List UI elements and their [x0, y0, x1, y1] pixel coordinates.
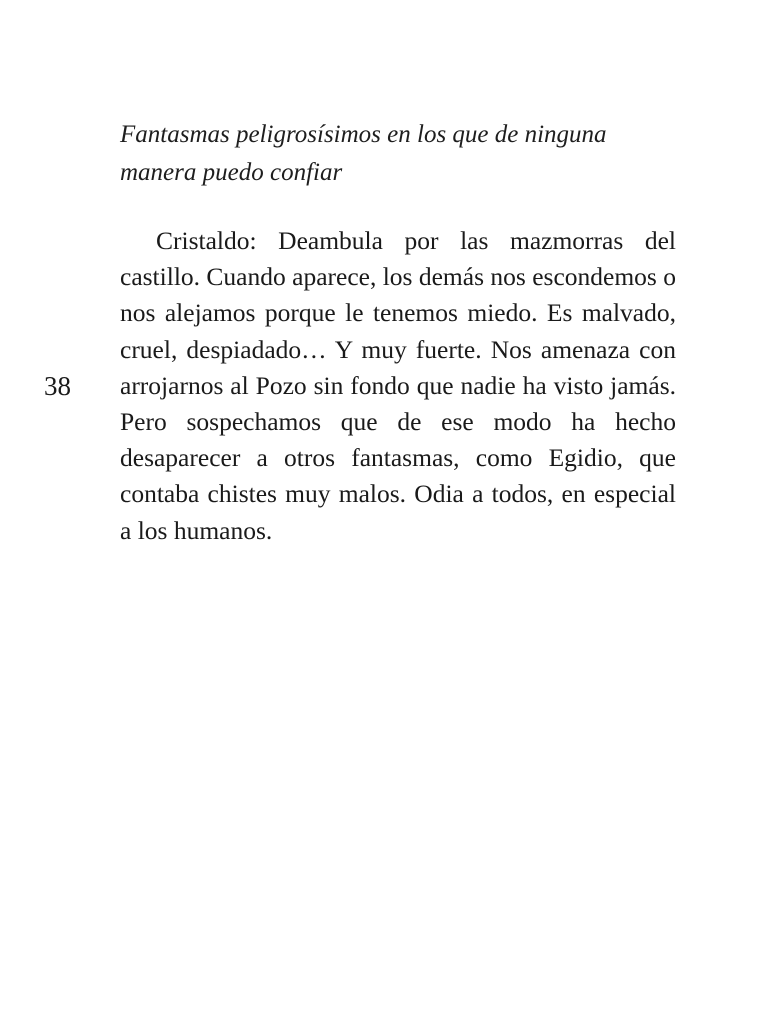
page-number: 38	[44, 371, 71, 401]
section-heading: Fantasmas peligrosísimos en los que de ninguna manera puedo confiar	[120, 121, 607, 186]
body-paragraph: Cristaldo: Deambula por las mazmorras del castillo. Cuando aparece, los demás nos escondemos o nos alejamos porque le tenemos miedo. Es malvado, cruel, despiadado… Y muy fuerte. Nos amenaza con arrojarnos al Pozo sin fondo que nadie ha visto jamás. Pero sospechamos que de ese modo ha hecho desaparecer a otros fantasmas, como Egidio, que contaba chistes muy malos. Odia a todos, en especial a los humanos.	[120, 226, 676, 545]
